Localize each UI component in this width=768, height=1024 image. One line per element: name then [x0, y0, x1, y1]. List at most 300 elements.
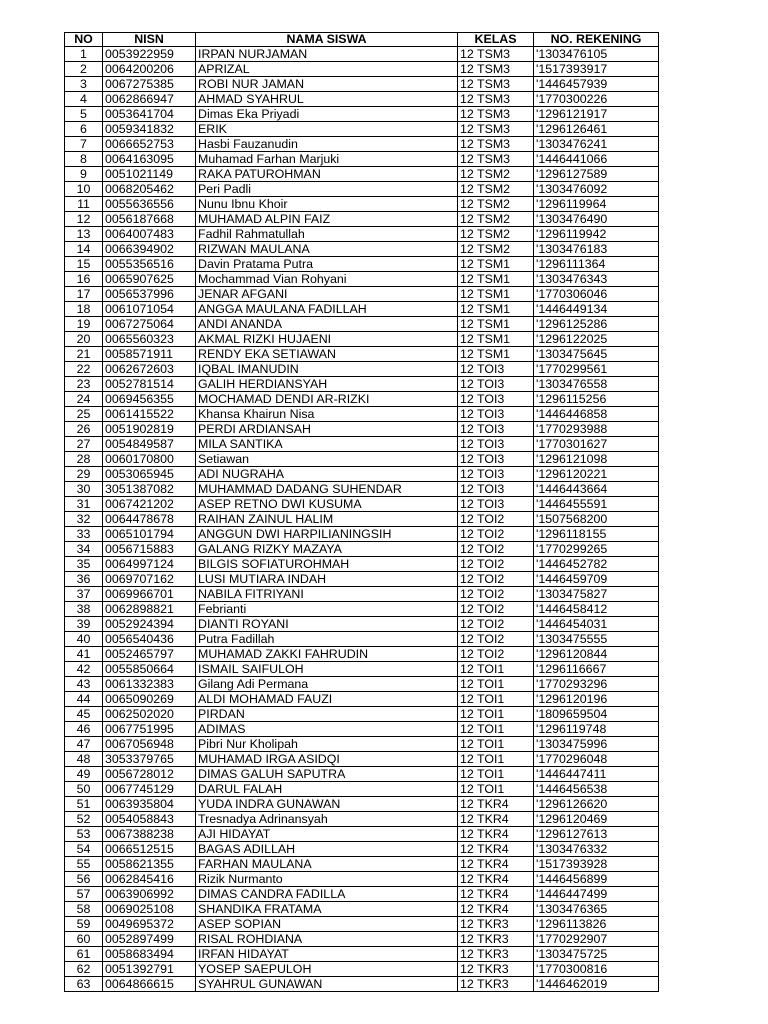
no-cell: 52: [65, 812, 103, 827]
no-cell: 61: [65, 947, 103, 962]
no-cell: 2: [65, 62, 103, 77]
no-cell: 39: [65, 617, 103, 632]
nama-cell: Fadhil Rahmatullah: [196, 227, 458, 242]
nama-cell: ADI NUGRAHA: [196, 467, 458, 482]
nama-cell: RIZWAN MAULANA: [196, 242, 458, 257]
nama-cell: ASEP SOPIAN: [196, 917, 458, 932]
table-row: [65, 152, 659, 167]
no-cell: 34: [65, 542, 103, 557]
nisn-cell: 0055356516: [103, 257, 196, 272]
rekening-cell: '1296122025: [534, 332, 659, 347]
nisn-cell: 0054058843: [103, 812, 196, 827]
no-cell: 33: [65, 527, 103, 542]
table-row: [65, 932, 659, 947]
nisn-cell: 0056187668: [103, 212, 196, 227]
table-row: [65, 872, 659, 887]
kelas-cell: 12 TOI3: [458, 467, 534, 482]
no-cell: 26: [65, 422, 103, 437]
rekening-cell: '1296121917: [534, 107, 659, 122]
nisn-cell: 0061332383: [103, 677, 196, 692]
kelas-cell: 12 TSM3: [458, 77, 534, 92]
kelas-cell: 12 TOI1: [458, 677, 534, 692]
table-row: [65, 422, 659, 437]
no-cell: 56: [65, 872, 103, 887]
kelas-cell: 12 TOI3: [458, 497, 534, 512]
table-row: [65, 677, 659, 692]
kelas-cell: 12 TOI2: [458, 602, 534, 617]
nama-cell: YOSEP SAEPULOH: [196, 962, 458, 977]
no-cell: 6: [65, 122, 103, 137]
kelas-cell: 12 TSM2: [458, 227, 534, 242]
table-row: [65, 647, 659, 662]
nisn-cell: 0058683494: [103, 947, 196, 962]
nama-cell: ADIMAS: [196, 722, 458, 737]
nisn-cell: 0067751995: [103, 722, 196, 737]
no-cell: 42: [65, 662, 103, 677]
table-row: [65, 332, 659, 347]
kelas-cell: 12 TOI1: [458, 707, 534, 722]
no-cell: 32: [65, 512, 103, 527]
rekening-cell: '1770300226: [534, 92, 659, 107]
nisn-cell: 0067388238: [103, 827, 196, 842]
kelas-cell: 12 TOI1: [458, 722, 534, 737]
nisn-cell: 0055636556: [103, 197, 196, 212]
no-cell: 21: [65, 347, 103, 362]
rekening-cell: '1446441066: [534, 152, 659, 167]
kelas-cell: 12 TOI1: [458, 662, 534, 677]
nama-cell: ASEP RETNO DWI KUSUMA: [196, 497, 458, 512]
kelas-cell: 12 TSM2: [458, 182, 534, 197]
table-row: [65, 827, 659, 842]
nama-cell: GALANG RIZKY MAZAYA: [196, 542, 458, 557]
no-cell: 63: [65, 977, 103, 992]
table-row: [65, 632, 659, 647]
rekening-cell: '1296119942: [534, 227, 659, 242]
nisn-cell: 0053065945: [103, 467, 196, 482]
table-row: [65, 452, 659, 467]
kelas-cell: 12 TOI1: [458, 752, 534, 767]
table-row: [65, 47, 659, 62]
kelas-cell: 12 TOI2: [458, 557, 534, 572]
no-cell: 18: [65, 302, 103, 317]
nisn-cell: 0051392791: [103, 962, 196, 977]
rekening-cell: '1296120196: [534, 692, 659, 707]
nisn-cell: 0069025108: [103, 902, 196, 917]
nama-cell: Hasbi Fauzanudin: [196, 137, 458, 152]
rekening-cell: '1296127589: [534, 167, 659, 182]
no-cell: 28: [65, 452, 103, 467]
kelas-cell: 12 TOI1: [458, 692, 534, 707]
no-cell: 37: [65, 587, 103, 602]
rekening-cell: '1296113826: [534, 917, 659, 932]
nama-cell: LUSI MUTIARA INDAH: [196, 572, 458, 587]
nisn-cell: 0067275064: [103, 317, 196, 332]
rekening-cell: '1770292907: [534, 932, 659, 947]
nama-cell: IQBAL IMANUDIN: [196, 362, 458, 377]
nama-cell: AKMAL RIZKI HUJAENI: [196, 332, 458, 347]
nama-cell: SYAHRUL GUNAWAN: [196, 977, 458, 992]
table-row: [65, 77, 659, 92]
nisn-cell: 0064200206: [103, 62, 196, 77]
no-cell: 47: [65, 737, 103, 752]
table-row: [65, 107, 659, 122]
rekening-cell: '1770296048: [534, 752, 659, 767]
nama-cell: MILA SANTIKA: [196, 437, 458, 452]
nama-cell: IRPAN NURJAMAN: [196, 47, 458, 62]
header-nama: NAMA SISWA: [196, 33, 458, 47]
no-cell: 57: [65, 887, 103, 902]
table-row: [65, 527, 659, 542]
no-cell: 11: [65, 197, 103, 212]
rekening-cell: '1303476490: [534, 212, 659, 227]
table-row: [65, 572, 659, 587]
nisn-cell: 0064478678: [103, 512, 196, 527]
rekening-cell: '1446452782: [534, 557, 659, 572]
rekening-cell: '1770306046: [534, 287, 659, 302]
kelas-cell: 12 TSM1: [458, 317, 534, 332]
kelas-cell: 12 TOI2: [458, 542, 534, 557]
kelas-cell: 12 TSM1: [458, 302, 534, 317]
rekening-cell: '1296119748: [534, 722, 659, 737]
table-row: [65, 917, 659, 932]
nisn-cell: 0053641704: [103, 107, 196, 122]
kelas-cell: 12 TSM3: [458, 152, 534, 167]
no-cell: 19: [65, 317, 103, 332]
kelas-cell: 12 TSM1: [458, 287, 534, 302]
table-row: [65, 437, 659, 452]
header-kelas: KELAS: [458, 33, 534, 47]
kelas-cell: 12 TSM2: [458, 167, 534, 182]
rekening-cell: '1446456899: [534, 872, 659, 887]
kelas-cell: 12 TOI3: [458, 377, 534, 392]
no-cell: 49: [65, 767, 103, 782]
no-cell: 22: [65, 362, 103, 377]
nama-cell: AJI HIDAYAT: [196, 827, 458, 842]
rekening-cell: '1446447411: [534, 767, 659, 782]
table-row: [65, 317, 659, 332]
no-cell: 48: [65, 752, 103, 767]
nisn-cell: 0052465797: [103, 647, 196, 662]
table-row: [65, 842, 659, 857]
no-cell: 7: [65, 137, 103, 152]
table-row: [65, 197, 659, 212]
nisn-cell: 0065090269: [103, 692, 196, 707]
header-rekening: NO. REKENING: [534, 33, 659, 47]
nisn-cell: 0056715883: [103, 542, 196, 557]
kelas-cell: 12 TOI2: [458, 617, 534, 632]
nama-cell: JENAR AFGANI: [196, 287, 458, 302]
rekening-cell: '1446459709: [534, 572, 659, 587]
nama-cell: Rizik Nurmanto: [196, 872, 458, 887]
nama-cell: Febrianti: [196, 602, 458, 617]
no-cell: 20: [65, 332, 103, 347]
rekening-cell: '1296120844: [534, 647, 659, 662]
nama-cell: ERIK: [196, 122, 458, 137]
rekening-cell: '1770293296: [534, 677, 659, 692]
nisn-cell: 0069456355: [103, 392, 196, 407]
nama-cell: PERDI ARDIANSAH: [196, 422, 458, 437]
table-row: [65, 257, 659, 272]
nisn-cell: 0068205462: [103, 182, 196, 197]
table-row: [65, 242, 659, 257]
rekening-cell: '1296118155: [534, 527, 659, 542]
no-cell: 55: [65, 857, 103, 872]
nisn-cell: 0055850664: [103, 662, 196, 677]
nama-cell: YUDA INDRA GUNAWAN: [196, 797, 458, 812]
table-body: [65, 47, 659, 992]
no-cell: 27: [65, 437, 103, 452]
rekening-cell: '1446455591: [534, 497, 659, 512]
table-row: [65, 692, 659, 707]
rekening-cell: '1446458412: [534, 602, 659, 617]
no-cell: 5: [65, 107, 103, 122]
table-row: [65, 752, 659, 767]
no-cell: 1: [65, 47, 103, 62]
nama-cell: ALDI MOHAMAD FAUZI: [196, 692, 458, 707]
nama-cell: MUHAMAD ALPIN FAIZ: [196, 212, 458, 227]
no-cell: 30: [65, 482, 103, 497]
table-row: [65, 887, 659, 902]
nisn-cell: 0061071054: [103, 302, 196, 317]
kelas-cell: 12 TKR4: [458, 872, 534, 887]
table-row: [65, 497, 659, 512]
kelas-cell: 12 TOI2: [458, 527, 534, 542]
table-row: [65, 812, 659, 827]
kelas-cell: 12 TSM3: [458, 62, 534, 77]
no-cell: 8: [65, 152, 103, 167]
rekening-cell: '1296120221: [534, 467, 659, 482]
kelas-cell: 12 TOI2: [458, 572, 534, 587]
rekening-cell: '1303475555: [534, 632, 659, 647]
kelas-cell: 12 TKR3: [458, 932, 534, 947]
nama-cell: ISMAIL SAIFULOH: [196, 662, 458, 677]
nisn-cell: 0064007483: [103, 227, 196, 242]
nama-cell: BILGIS SOFIATUROHMAH: [196, 557, 458, 572]
nama-cell: Dimas Eka Priyadi: [196, 107, 458, 122]
kelas-cell: 12 TSM1: [458, 257, 534, 272]
table-row: [65, 662, 659, 677]
nisn-cell: 0062502020: [103, 707, 196, 722]
kelas-cell: 12 TKR4: [458, 857, 534, 872]
rekening-cell: '1303476241: [534, 137, 659, 152]
no-cell: 17: [65, 287, 103, 302]
nisn-cell: 0065101794: [103, 527, 196, 542]
nama-cell: ANDI ANANDA: [196, 317, 458, 332]
nama-cell: Tresnadya Adrinansyah: [196, 812, 458, 827]
nisn-cell: 0053922959: [103, 47, 196, 62]
nisn-cell: 0052897499: [103, 932, 196, 947]
kelas-cell: 12 TSM1: [458, 332, 534, 347]
nama-cell: Pibri Nur Kholipah: [196, 737, 458, 752]
nama-cell: RAIHAN ZAINUL HALIM: [196, 512, 458, 527]
kelas-cell: 12 TOI1: [458, 737, 534, 752]
rekening-cell: '1296126620: [534, 797, 659, 812]
kelas-cell: 12 TKR4: [458, 797, 534, 812]
rekening-cell: '1296116667: [534, 662, 659, 677]
kelas-cell: 12 TOI3: [458, 452, 534, 467]
nisn-cell: 0054849587: [103, 437, 196, 452]
nisn-cell: 0069966701: [103, 587, 196, 602]
nama-cell: MUHAMAD IRGA ASIDQI: [196, 752, 458, 767]
nisn-cell: 0056537996: [103, 287, 196, 302]
kelas-cell: 12 TSM3: [458, 137, 534, 152]
nama-cell: FARHAN MAULANA: [196, 857, 458, 872]
header-no: NO: [65, 33, 103, 47]
table-row: [65, 602, 659, 617]
nama-cell: DIMAS CANDRA FADILLA: [196, 887, 458, 902]
table-row: [65, 722, 659, 737]
kelas-cell: 12 TKR4: [458, 812, 534, 827]
kelas-cell: 12 TOI3: [458, 407, 534, 422]
nama-cell: APRIZAL: [196, 62, 458, 77]
rekening-cell: '1303476092: [534, 182, 659, 197]
rekening-cell: '1770293988: [534, 422, 659, 437]
nisn-cell: 0049695372: [103, 917, 196, 932]
nisn-cell: 0059341832: [103, 122, 196, 137]
kelas-cell: 12 TOI3: [458, 362, 534, 377]
nama-cell: SHANDIKA FRATAMA: [196, 902, 458, 917]
no-cell: 25: [65, 407, 103, 422]
rekening-cell: '1446447499: [534, 887, 659, 902]
nisn-cell: 0067421202: [103, 497, 196, 512]
kelas-cell: 12 TOI3: [458, 392, 534, 407]
rekening-cell: '1303476105: [534, 47, 659, 62]
no-cell: 36: [65, 572, 103, 587]
table-row: [65, 902, 659, 917]
rekening-cell: '1296127613: [534, 827, 659, 842]
table-row: [65, 302, 659, 317]
nisn-cell: 0051902819: [103, 422, 196, 437]
table-row: [65, 182, 659, 197]
table-row: [65, 557, 659, 572]
kelas-cell: 12 TOI2: [458, 647, 534, 662]
table-row: [65, 467, 659, 482]
no-cell: 44: [65, 692, 103, 707]
table-row: [65, 92, 659, 107]
nisn-cell: 0051021149: [103, 167, 196, 182]
no-cell: 62: [65, 962, 103, 977]
kelas-cell: 12 TKR4: [458, 842, 534, 857]
nisn-cell: 0069707162: [103, 572, 196, 587]
table-row: [65, 617, 659, 632]
no-cell: 58: [65, 902, 103, 917]
nama-cell: Muhamad Farhan Marjuki: [196, 152, 458, 167]
nama-cell: DARUL FALAH: [196, 782, 458, 797]
table-row: [65, 287, 659, 302]
rekening-cell: '1303475645: [534, 347, 659, 362]
no-cell: 40: [65, 632, 103, 647]
table-row: [65, 392, 659, 407]
nama-cell: GALIH HERDIANSYAH: [196, 377, 458, 392]
nisn-cell: 0062845416: [103, 872, 196, 887]
table-row: [65, 797, 659, 812]
rekening-cell: '1296119964: [534, 197, 659, 212]
table-row: [65, 407, 659, 422]
no-cell: 3: [65, 77, 103, 92]
no-cell: 50: [65, 782, 103, 797]
nama-cell: DIANTI ROYANI: [196, 617, 458, 632]
table-row: [65, 212, 659, 227]
no-cell: 31: [65, 497, 103, 512]
nama-cell: Putra Fadillah: [196, 632, 458, 647]
nama-cell: BAGAS ADILLAH: [196, 842, 458, 857]
no-cell: 45: [65, 707, 103, 722]
nama-cell: IRFAN HIDAYAT: [196, 947, 458, 962]
kelas-cell: 12 TOI3: [458, 422, 534, 437]
nisn-cell: 0066512515: [103, 842, 196, 857]
rekening-cell: '1296120469: [534, 812, 659, 827]
no-cell: 13: [65, 227, 103, 242]
nama-cell: MUHAMMAD DADANG SUHENDAR: [196, 482, 458, 497]
nisn-cell: 0063906992: [103, 887, 196, 902]
no-cell: 54: [65, 842, 103, 857]
no-cell: 38: [65, 602, 103, 617]
table-row: [65, 482, 659, 497]
rekening-cell: '1303475725: [534, 947, 659, 962]
nisn-cell: 0067275385: [103, 77, 196, 92]
no-cell: 29: [65, 467, 103, 482]
rekening-cell: '1303476343: [534, 272, 659, 287]
nisn-cell: 3051387082: [103, 482, 196, 497]
no-cell: 23: [65, 377, 103, 392]
nama-cell: Mochammad Vian Rohyani: [196, 272, 458, 287]
nisn-cell: 0058571911: [103, 347, 196, 362]
kelas-cell: 12 TOI2: [458, 587, 534, 602]
nama-cell: NABILA FITRIYANI: [196, 587, 458, 602]
rekening-cell: '1303475827: [534, 587, 659, 602]
rekening-cell: '1446443664: [534, 482, 659, 497]
nama-cell: Peri Padli: [196, 182, 458, 197]
nisn-cell: 0065560323: [103, 332, 196, 347]
nisn-cell: 0060170800: [103, 452, 196, 467]
kelas-cell: 12 TKR4: [458, 827, 534, 842]
table-row: [65, 542, 659, 557]
nama-cell: MUHAMAD ZAKKI FAHRUDIN: [196, 647, 458, 662]
kelas-cell: 12 TSM3: [458, 47, 534, 62]
table-row: [65, 122, 659, 137]
kelas-cell: 12 TOI2: [458, 512, 534, 527]
table-row: [65, 782, 659, 797]
rekening-cell: '1296115256: [534, 392, 659, 407]
kelas-cell: 12 TSM1: [458, 347, 534, 362]
nisn-cell: 0064866615: [103, 977, 196, 992]
kelas-cell: 12 TSM2: [458, 242, 534, 257]
nama-cell: ANGGUN DWI HARPILIANINGSIH: [196, 527, 458, 542]
kelas-cell: 12 TSM3: [458, 122, 534, 137]
nisn-cell: 0067056948: [103, 737, 196, 752]
nisn-cell: 3053379765: [103, 752, 196, 767]
table-row: [65, 587, 659, 602]
nama-cell: Setiawan: [196, 452, 458, 467]
rekening-cell: '1446456538: [534, 782, 659, 797]
rekening-cell: '1303476183: [534, 242, 659, 257]
kelas-cell: 12 TOI1: [458, 767, 534, 782]
kelas-cell: 12 TSM1: [458, 272, 534, 287]
kelas-cell: 12 TKR4: [458, 887, 534, 902]
rekening-cell: '1296121098: [534, 452, 659, 467]
nisn-cell: 0058621355: [103, 857, 196, 872]
kelas-cell: 12 TKR3: [458, 962, 534, 977]
nama-cell: PIRDAN: [196, 707, 458, 722]
kelas-cell: 12 TOI1: [458, 782, 534, 797]
nisn-cell: 0067745129: [103, 782, 196, 797]
kelas-cell: 12 TOI2: [458, 632, 534, 647]
table-row: [65, 947, 659, 962]
table-row: [65, 707, 659, 722]
table-row: [65, 977, 659, 992]
rekening-cell: '1517393917: [534, 62, 659, 77]
rekening-cell: '1770299265: [534, 542, 659, 557]
